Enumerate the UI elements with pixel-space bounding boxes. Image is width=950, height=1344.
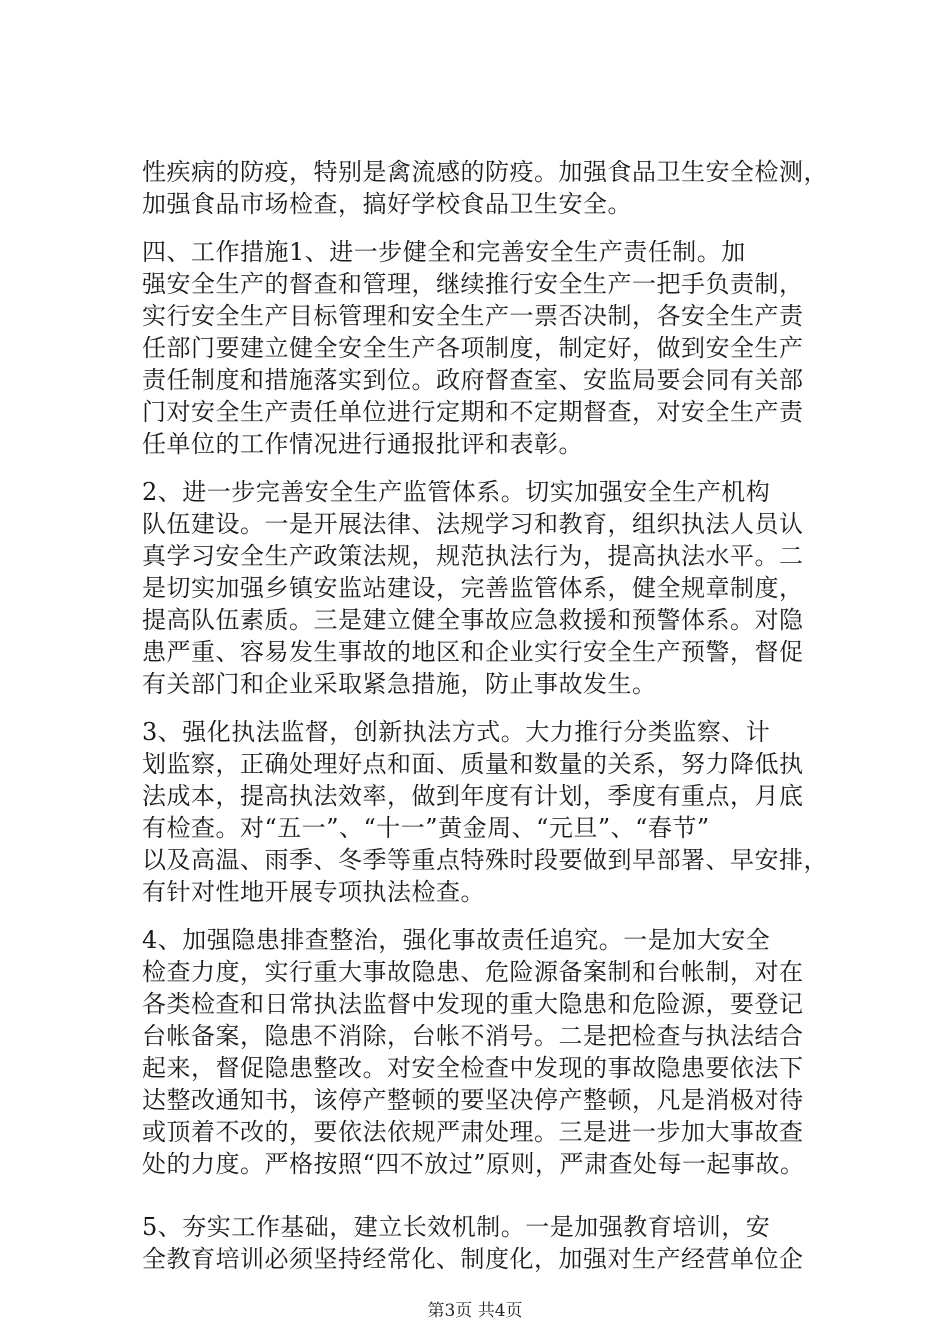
text-line: 实行安全生产目标管理和安全生产一票否决制，各安全生产责	[142, 302, 804, 330]
text-line: 达整改通知书，该停产整顿的要坚决停产整顿，凡是消极对待	[142, 1086, 804, 1114]
text-line: 门对安全生产责任单位进行定期和不定期督查，对安全生产责	[142, 398, 804, 426]
text-line: 真学习安全生产政策法规，规范执法行为，提高执法水平。二	[142, 542, 804, 570]
text-line: 有针对性地开展专项执法检查。	[142, 878, 485, 906]
text-line: 处的力度。严格按照“四不放过”原则，严肃查处每一起事故。	[142, 1150, 805, 1178]
text-line: 各类检查和日常执法监督中发现的重大隐患和危险源，要登记	[142, 990, 804, 1018]
text-line: 强安全生产的督查和管理，继续推行安全生产一把手负责制，	[142, 270, 804, 298]
text-line: 责任制度和措施落实到位。政府督查室、安监局要会同有关部	[142, 366, 804, 394]
text-line: 是切实加强乡镇安监站建设，完善监管体系，健全规章制度，	[142, 574, 804, 602]
text-line: 划监察，正确处理好点和面、质量和数量的关系，努力降低执	[142, 750, 804, 778]
text-line: 患严重、容易发生事故的地区和企业实行安全生产预警，督促	[142, 638, 804, 666]
text-line: 有关部门和企业采取紧急措施，防止事故发生。	[142, 670, 657, 698]
text-line: 加强食品市场检查，搞好学校食品卫生安全。	[142, 190, 632, 218]
text-line: 起来，督促隐患整改。对安全检查中发现的事故隐患要依法下	[142, 1054, 804, 1082]
text-line: 3、强化执法监督，创新执法方式。大力推行分类监察、计	[142, 718, 771, 746]
text-line: 四、工作措施1、进一步健全和完善安全生产责任制。加	[142, 238, 746, 266]
text-line: 全教育培训必须坚持经常化、制度化，加强对生产经营单位企	[142, 1245, 804, 1273]
text-line: 任单位的工作情况进行通报批评和表彰。	[142, 430, 583, 458]
text-line: 检查力度，实行重大事故隐患、危险源备案制和台帐制，对在	[142, 958, 804, 986]
text-line: 4、加强隐患排查整治，强化事故责任追究。一是加大安全	[142, 926, 771, 954]
text-line: 有检查。对“五一”、“十一”黄金周、“元旦”、“春节”	[142, 814, 710, 842]
text-line: 台帐备案，隐患不消除，台帐不消号。二是把检查与执法结合	[142, 1022, 804, 1050]
text-line: 队伍建设。一是开展法律、法规学习和教育，组织执法人员认	[142, 510, 804, 538]
text-line: 性疾病的防疫，特别是禽流感的防疫。加强食品卫生安全检测，	[142, 158, 828, 186]
text-line: 2、进一步完善安全生产监管体系。切实加强安全生产机构	[142, 478, 771, 506]
text-line: 或顶着不改的，要依法依规严肃处理。三是进一步加大事故查	[142, 1118, 804, 1146]
page-footer: 第3页 共4页	[427, 1301, 523, 1321]
text-line: 任部门要建立健全安全生产各项制度，制定好，做到安全生产	[142, 334, 804, 362]
text-line: 5、夯实工作基础，建立长效机制。一是加强教育培训，安	[142, 1213, 771, 1241]
text-line: 提高队伍素质。三是建立健全事故应急救援和预警体系。对隐	[142, 606, 804, 634]
text-line: 法成本，提高执法效率，做到年度有计划，季度有重点，月底	[142, 782, 804, 810]
text-line: 以及高温、雨季、冬季等重点特殊时段要做到早部署、早安排，	[142, 846, 828, 874]
